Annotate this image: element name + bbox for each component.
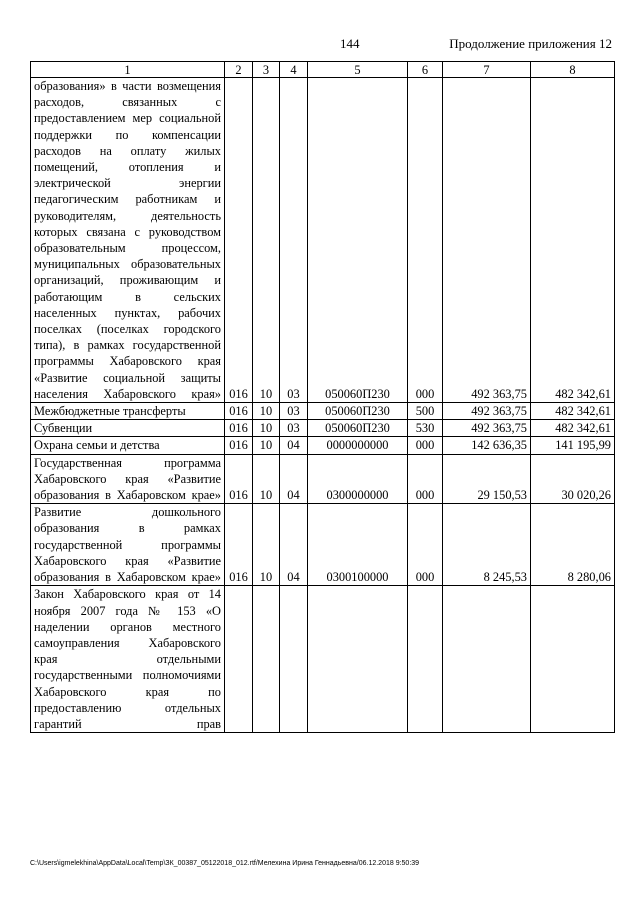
cell-subsection: 03 bbox=[280, 420, 308, 437]
cell-subsection bbox=[280, 586, 308, 733]
row-name: образования» в части возмещения расходов, связанных с предоставлением мер социальной поддержки по компенсации расходов на оплату жилых помещений, отопления и электрической энергии педагогическим работникам и руководителям, деятельность которых связана с руководством образовательным процессом, муниципальных образовательных организаций, проживающим и работающим в сельских населенных пунктах, рабочих поселках (поселках городского типа), в рамках государственной программы Хабаровского края «Развитие социальной защиты населения Хабаровского края» bbox=[31, 78, 225, 403]
cell-amount-2: 482 342,61 bbox=[531, 403, 615, 420]
cell-target-article: 0000000000 bbox=[308, 437, 408, 454]
cell-ministry: 016 bbox=[225, 403, 253, 420]
cell-expense-type: 500 bbox=[408, 403, 443, 420]
column-header: 1 bbox=[31, 62, 225, 78]
budget-table bbox=[30, 61, 615, 733]
cell-subsection: 04 bbox=[280, 437, 308, 454]
row-name: Межбюджетные трансферты bbox=[31, 403, 225, 420]
cell-section: 10 bbox=[253, 420, 280, 437]
cell-amount-2: 141 195,99 bbox=[531, 437, 615, 454]
column-header: 6 bbox=[408, 62, 443, 78]
cell-subsection: 03 bbox=[280, 78, 308, 403]
column-header: 3 bbox=[253, 62, 280, 78]
cell-section: 10 bbox=[253, 403, 280, 420]
cell-subsection: 04 bbox=[280, 504, 308, 586]
cell-ministry: 016 bbox=[225, 78, 253, 403]
cell-target-article: 050060П230 bbox=[308, 403, 408, 420]
cell-amount-1: 492 363,75 bbox=[443, 78, 531, 403]
cell-section: 10 bbox=[253, 437, 280, 454]
cell-target-article: 0300000000 bbox=[308, 454, 408, 504]
cell-ministry: 016 bbox=[225, 504, 253, 586]
table-row bbox=[31, 504, 615, 586]
cell-amount-1: 492 363,75 bbox=[443, 403, 531, 420]
cell-expense-type: 000 bbox=[408, 504, 443, 586]
cell-expense-type bbox=[408, 586, 443, 733]
table-row bbox=[31, 420, 615, 437]
cell-ministry: 016 bbox=[225, 437, 253, 454]
cell-target-article: 050060П230 bbox=[308, 420, 408, 437]
table-row bbox=[31, 586, 615, 733]
table-row bbox=[31, 437, 615, 454]
footer-path: C:\Users\igmelekhina\AppData\Local\Temp\ЗК_00387_05122018_012.rtf/Мелехина Ирина Геннадьевна/06.12.2018 9:50:39 bbox=[30, 860, 420, 867]
cell-ministry: 016 bbox=[225, 420, 253, 437]
cell-expense-type: 000 bbox=[408, 454, 443, 504]
cell-target-article: 0300100000 bbox=[308, 504, 408, 586]
cell-amount-1 bbox=[443, 586, 531, 733]
cell-amount-1: 29 150,53 bbox=[443, 454, 531, 504]
appendix-label: Продолжение приложения 12 bbox=[449, 36, 612, 51]
cell-subsection: 04 bbox=[280, 454, 308, 504]
cell-subsection: 03 bbox=[280, 403, 308, 420]
table-row bbox=[31, 403, 615, 420]
cell-amount-1: 492 363,75 bbox=[443, 420, 531, 437]
row-name: Охрана семьи и детства bbox=[31, 437, 225, 454]
cell-amount-1: 8 245,53 bbox=[443, 504, 531, 586]
cell-amount-2: 482 342,61 bbox=[531, 78, 615, 403]
cell-amount-1: 142 636,35 bbox=[443, 437, 531, 454]
cell-amount-2: 30 020,26 bbox=[531, 454, 615, 504]
column-header: 8 bbox=[531, 62, 615, 78]
column-header: 4 bbox=[280, 62, 308, 78]
table-row bbox=[31, 454, 615, 504]
cell-target-article bbox=[308, 586, 408, 733]
cell-expense-type: 000 bbox=[408, 78, 443, 403]
cell-section: 10 bbox=[253, 504, 280, 586]
row-name: Государственная программа Хабаровского края «Развитие образования в Хабаровском крае» bbox=[31, 454, 225, 504]
table-header-row bbox=[31, 62, 615, 78]
column-header: 5 bbox=[308, 62, 408, 78]
cell-amount-2: 482 342,61 bbox=[531, 420, 615, 437]
cell-section bbox=[253, 586, 280, 733]
cell-target-article: 050060П230 bbox=[308, 78, 408, 403]
cell-expense-type: 530 bbox=[408, 420, 443, 437]
table-row bbox=[31, 78, 615, 403]
page-number: 144 bbox=[340, 36, 360, 51]
cell-ministry: 016 bbox=[225, 454, 253, 504]
cell-section: 10 bbox=[253, 78, 280, 403]
cell-amount-2 bbox=[531, 586, 615, 733]
cell-expense-type: 000 bbox=[408, 437, 443, 454]
cell-section: 10 bbox=[253, 454, 280, 504]
cell-ministry bbox=[225, 586, 253, 733]
row-name: Развитие дошкольного образования в рамках государственной программы Хабаровского края «Развитие образования в Хабаровском крае» bbox=[31, 504, 225, 586]
column-header: 7 bbox=[443, 62, 531, 78]
cell-amount-2: 8 280,06 bbox=[531, 504, 615, 586]
row-name: Субвенции bbox=[31, 420, 225, 437]
column-header: 2 bbox=[225, 62, 253, 78]
row-name: Закон Хабаровского края от 14 ноября 2007 года № 153 «О наделении органов местного самоуправления Хабаровского края отдельными государственными полномочиями Хабаровского края по предоставлению отдельных гарантий прав bbox=[31, 586, 225, 733]
